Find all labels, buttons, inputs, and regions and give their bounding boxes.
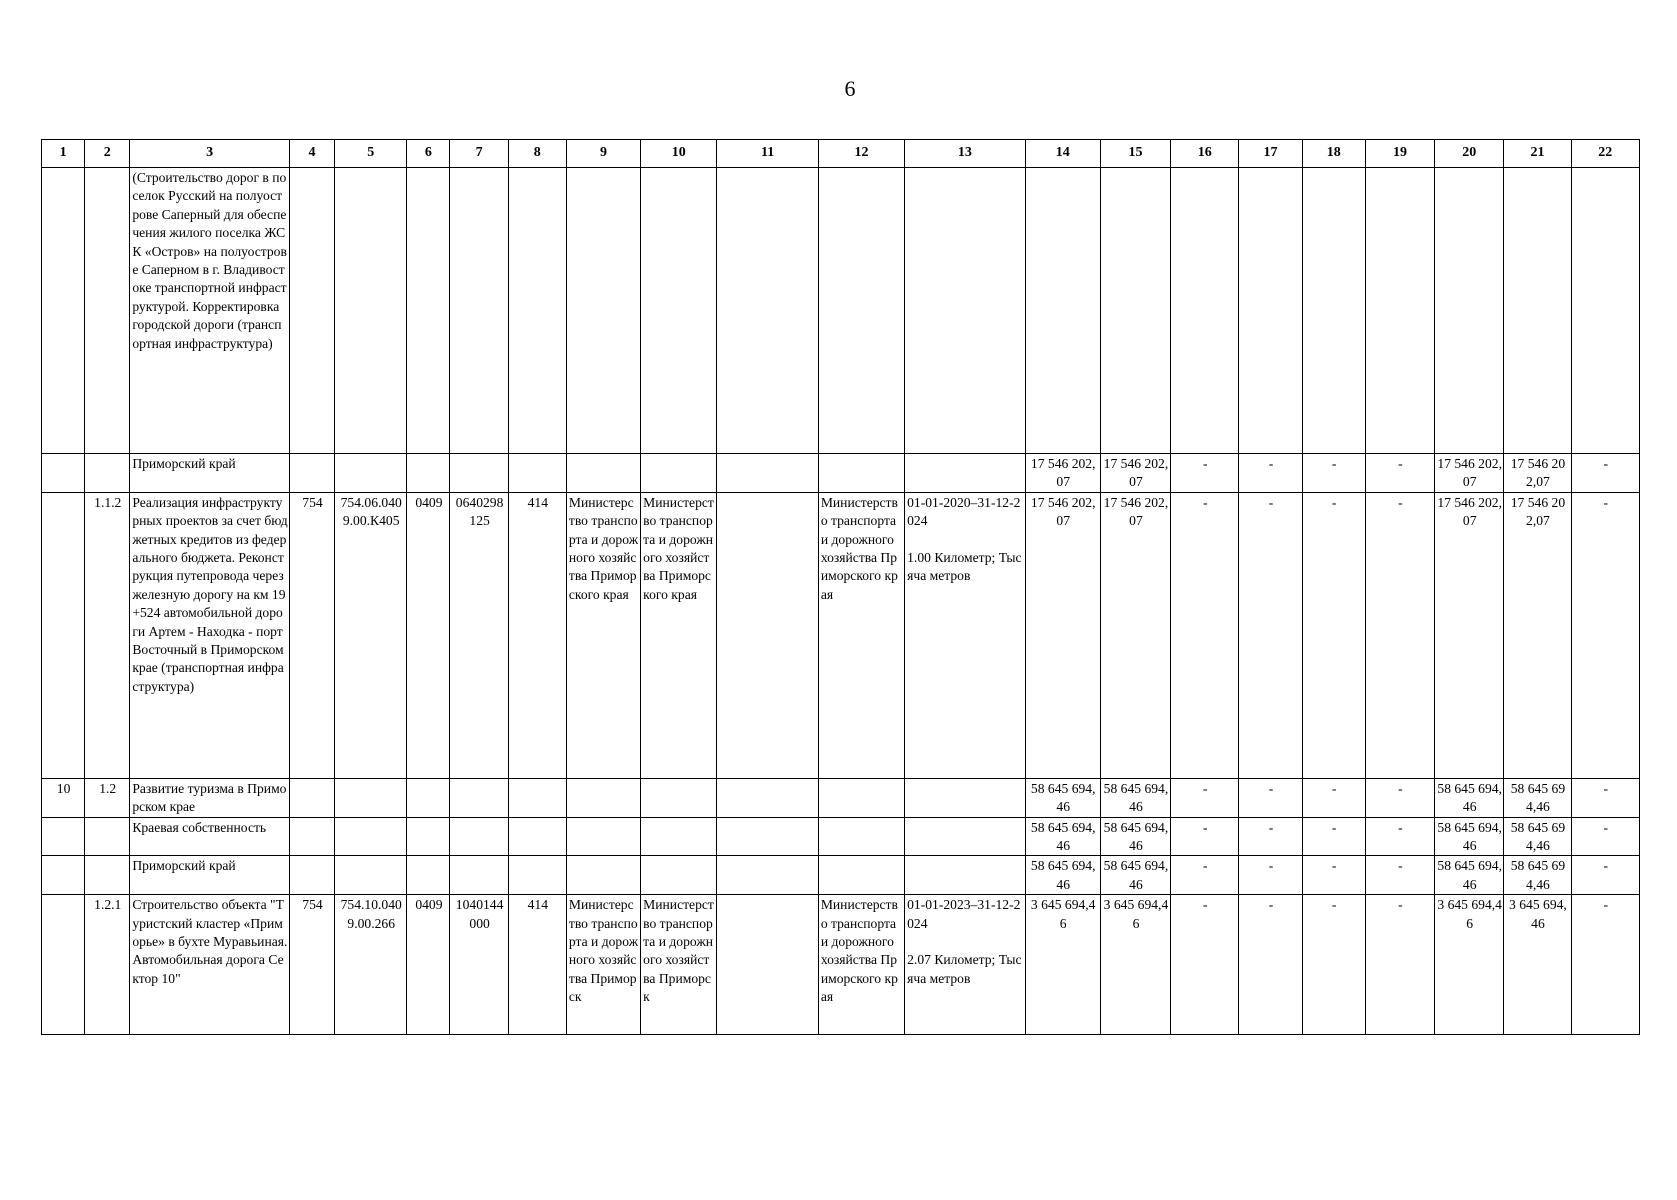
cell-col-22: - (1571, 856, 1639, 895)
cell-col-10 (641, 778, 717, 817)
cell-col-19: - (1365, 856, 1434, 895)
column-header-7: 7 (450, 140, 508, 168)
cell-col-2: 1.2 (85, 778, 130, 817)
cell-col-9 (566, 454, 640, 493)
cell-col-13: 01-01-2023–31-12-2024 2.07 Километр; Тысяча метров (905, 895, 1025, 1035)
cell-col-21: 58 645 694,46 (1504, 856, 1571, 895)
column-header-21: 21 (1504, 140, 1571, 168)
cell-col-4: 754 (289, 895, 334, 1035)
table-row (42, 454, 1640, 493)
header-row (42, 140, 1640, 168)
cell-col-9 (566, 817, 640, 856)
table-row (42, 492, 1640, 778)
cell-col-1 (42, 895, 85, 1035)
cell-col-14: 17 546 202,07 (1025, 492, 1100, 778)
cell-col-2 (85, 817, 130, 856)
cell-col-17: - (1239, 492, 1302, 778)
cell-col-6: 0409 (407, 895, 450, 1035)
cell-col-1 (42, 168, 85, 454)
cell-col-14: 17 546 202,07 (1025, 454, 1100, 493)
cell-col-6 (407, 168, 450, 454)
cell-col-8 (508, 778, 566, 817)
cell-col-3: Развитие туризма в Приморском крае (130, 778, 290, 817)
cell-col-21: 58 645 694,46 (1504, 778, 1571, 817)
cell-col-15: 3 645 694,46 (1100, 895, 1170, 1035)
cell-col-22: - (1571, 778, 1639, 817)
cell-col-17: - (1239, 778, 1302, 817)
cell-col-4 (289, 856, 334, 895)
page-number: 6 (844, 76, 856, 101)
cell-col-22: - (1571, 817, 1639, 856)
cell-col-14: 58 645 694,46 (1025, 778, 1100, 817)
column-header-15: 15 (1100, 140, 1170, 168)
column-header-5: 5 (335, 140, 407, 168)
cell-col-6 (407, 817, 450, 856)
cell-col-1 (42, 492, 85, 778)
cell-col-13 (905, 454, 1025, 493)
cell-col-13 (905, 817, 1025, 856)
cell-col-1 (42, 454, 85, 493)
cell-col-7 (450, 778, 508, 817)
column-header-16: 16 (1171, 140, 1239, 168)
cell-col-9 (566, 856, 640, 895)
column-header-6: 6 (407, 140, 450, 168)
column-header-18: 18 (1302, 140, 1365, 168)
cell-col-10: Министерство транспорта и дорожного хозяйства Приморского края (641, 492, 717, 778)
cell-col-7: 0640298125 (450, 492, 508, 778)
column-header-22: 22 (1571, 140, 1639, 168)
cell-col-1 (42, 817, 85, 856)
cell-col-6 (407, 778, 450, 817)
column-header-8: 8 (508, 140, 566, 168)
cell-col-18 (1302, 168, 1365, 454)
cell-col-11 (717, 856, 818, 895)
cell-col-7 (450, 817, 508, 856)
cell-col-14 (1025, 168, 1100, 454)
cell-col-22: - (1571, 895, 1639, 1035)
cell-col-4 (289, 778, 334, 817)
cell-col-8 (508, 454, 566, 493)
cell-col-6 (407, 454, 450, 493)
cell-col-12 (818, 778, 904, 817)
table-row (42, 895, 1640, 1035)
column-header-2: 2 (85, 140, 130, 168)
column-header-14: 14 (1025, 140, 1100, 168)
cell-col-11 (717, 454, 818, 493)
column-header-13: 13 (905, 140, 1025, 168)
column-header-12: 12 (818, 140, 904, 168)
cell-col-10 (641, 454, 717, 493)
cell-col-22: - (1571, 492, 1639, 778)
cell-col-14: 58 645 694,46 (1025, 856, 1100, 895)
cell-col-11 (717, 168, 818, 454)
cell-col-16: - (1171, 817, 1239, 856)
cell-col-8: 414 (508, 895, 566, 1035)
cell-col-16: - (1171, 454, 1239, 493)
column-header-9: 9 (566, 140, 640, 168)
cell-col-9 (566, 778, 640, 817)
cell-col-7 (450, 856, 508, 895)
cell-col-19: - (1365, 817, 1434, 856)
cell-col-3: Приморский край (130, 454, 290, 493)
column-header-19: 19 (1365, 140, 1434, 168)
cell-col-21: 3 645 694,46 (1504, 895, 1571, 1035)
cell-col-16 (1171, 168, 1239, 454)
column-header-4: 4 (289, 140, 334, 168)
cell-col-18: - (1302, 778, 1365, 817)
cell-col-13 (905, 778, 1025, 817)
cell-col-6: 0409 (407, 492, 450, 778)
cell-col-19: - (1365, 895, 1434, 1035)
cell-col-5 (335, 856, 407, 895)
cell-col-15: 58 645 694,46 (1100, 856, 1170, 895)
cell-col-16: - (1171, 778, 1239, 817)
cell-col-20: 17 546 202,07 (1435, 492, 1504, 778)
cell-col-18: - (1302, 454, 1365, 493)
cell-col-9 (566, 168, 640, 454)
cell-col-10 (641, 856, 717, 895)
column-header-17: 17 (1239, 140, 1302, 168)
cell-col-5 (335, 454, 407, 493)
cell-col-11 (717, 778, 818, 817)
table-row (42, 168, 1640, 454)
cell-col-15 (1100, 168, 1170, 454)
cell-col-15: 17 546 202,07 (1100, 454, 1170, 493)
column-header-20: 20 (1435, 140, 1504, 168)
cell-col-9: Министерство транспорта и дорожного хозяйства Приморск (566, 895, 640, 1035)
column-header-1: 1 (42, 140, 85, 168)
column-header-3: 3 (130, 140, 290, 168)
cell-col-12 (818, 168, 904, 454)
cell-col-16: - (1171, 492, 1239, 778)
cell-col-8 (508, 856, 566, 895)
cell-col-8 (508, 817, 566, 856)
cell-col-18: - (1302, 492, 1365, 778)
cell-col-21: 17 546 202,07 (1504, 492, 1571, 778)
cell-col-7 (450, 454, 508, 493)
cell-col-19: - (1365, 778, 1434, 817)
cell-col-20 (1435, 168, 1504, 454)
cell-col-17: - (1239, 454, 1302, 493)
budget-table (41, 139, 1640, 1035)
cell-col-17: - (1239, 856, 1302, 895)
cell-col-20: 3 645 694,46 (1435, 895, 1504, 1035)
cell-col-2 (85, 168, 130, 454)
cell-col-8 (508, 168, 566, 454)
cell-col-8: 414 (508, 492, 566, 778)
cell-col-3: Строительство объекта "Туристский кластер «Приморье» в бухте Муравьиная. Автомобильная дорога Сектор 10" (130, 895, 290, 1035)
cell-col-5: 754.06.0409.00.К405 (335, 492, 407, 778)
cell-col-15: 58 645 694,46 (1100, 817, 1170, 856)
cell-col-1 (42, 856, 85, 895)
cell-col-5: 754.10.0409.00.266 (335, 895, 407, 1035)
cell-col-4: 754 (289, 492, 334, 778)
cell-col-12: Министерство транспорта и дорожного хозяйства Приморского края (818, 492, 904, 778)
cell-col-20: 58 645 694,46 (1435, 856, 1504, 895)
cell-col-21: 17 546 202,07 (1504, 454, 1571, 493)
cell-col-10 (641, 168, 717, 454)
cell-col-20: 58 645 694,46 (1435, 778, 1504, 817)
cell-col-4 (289, 454, 334, 493)
cell-col-1: 10 (42, 778, 85, 817)
cell-col-5 (335, 778, 407, 817)
cell-col-11 (717, 492, 818, 778)
cell-col-14: 3 645 694,46 (1025, 895, 1100, 1035)
cell-col-3: (Строительство дорог в поселок Русский на полуострове Саперный для обеспечения жилого поселка ЖСК «Остров» на полуострове Саперном в г. Владивостоке транспортной инфраструктурой. Корректировка городской дороги (транспортная инфраструктура) (130, 168, 290, 454)
cell-col-15: 58 645 694,46 (1100, 778, 1170, 817)
table-row (42, 856, 1640, 895)
cell-col-3: Приморский край (130, 856, 290, 895)
cell-col-18: - (1302, 895, 1365, 1035)
cell-col-18: - (1302, 856, 1365, 895)
cell-col-21: 58 645 694,46 (1504, 817, 1571, 856)
cell-col-5 (335, 817, 407, 856)
cell-col-2: 1.1.2 (85, 492, 130, 778)
cell-col-22 (1571, 168, 1639, 454)
cell-col-9: Министерство транспорта и дорожного хозяйства Приморского края (566, 492, 640, 778)
cell-col-12 (818, 856, 904, 895)
cell-col-4 (289, 817, 334, 856)
cell-col-19: - (1365, 492, 1434, 778)
cell-col-13 (905, 168, 1025, 454)
cell-col-17: - (1239, 895, 1302, 1035)
cell-col-19 (1365, 168, 1434, 454)
cell-col-14: 58 645 694,46 (1025, 817, 1100, 856)
cell-col-10 (641, 817, 717, 856)
cell-col-2 (85, 856, 130, 895)
cell-col-13 (905, 856, 1025, 895)
cell-col-12 (818, 817, 904, 856)
cell-col-13: 01-01-2020–31-12-2024 1.00 Километр; Тысяча метров (905, 492, 1025, 778)
cell-col-2: 1.2.1 (85, 895, 130, 1035)
column-header-10: 10 (641, 140, 717, 168)
cell-col-16: - (1171, 895, 1239, 1035)
cell-col-11 (717, 817, 818, 856)
cell-col-6 (407, 856, 450, 895)
cell-col-4 (289, 168, 334, 454)
cell-col-12 (818, 454, 904, 493)
cell-col-18: - (1302, 817, 1365, 856)
cell-col-15: 17 546 202,07 (1100, 492, 1170, 778)
cell-col-5 (335, 168, 407, 454)
column-header-11: 11 (717, 140, 818, 168)
cell-col-3: Краевая собственность (130, 817, 290, 856)
cell-col-2 (85, 454, 130, 493)
cell-col-19: - (1365, 454, 1434, 493)
cell-col-20: 17 546 202,07 (1435, 454, 1504, 493)
cell-col-17: - (1239, 817, 1302, 856)
cell-col-21 (1504, 168, 1571, 454)
cell-col-22: - (1571, 454, 1639, 493)
cell-col-20: 58 645 694,46 (1435, 817, 1504, 856)
cell-col-11 (717, 895, 818, 1035)
cell-col-3: Реализация инфраструктурных проектов за счет бюджетных кредитов из федерального бюджета. Реконструкция путепровода через железную дорогу на км 19+524 автомобильной дороги Артем - Находка - порт Восточный в Приморском крае (транспортная инфраструктура) (130, 492, 290, 778)
cell-col-12: Министерство транспорта и дорожного хозяйства Приморского края (818, 895, 904, 1035)
cell-col-17 (1239, 168, 1302, 454)
cell-col-7 (450, 168, 508, 454)
table-row (42, 778, 1640, 817)
cell-col-16: - (1171, 856, 1239, 895)
cell-col-7: 1040144000 (450, 895, 508, 1035)
table-row (42, 817, 1640, 856)
cell-col-10: Министерство транспорта и дорожного хозяйства Приморск (641, 895, 717, 1035)
